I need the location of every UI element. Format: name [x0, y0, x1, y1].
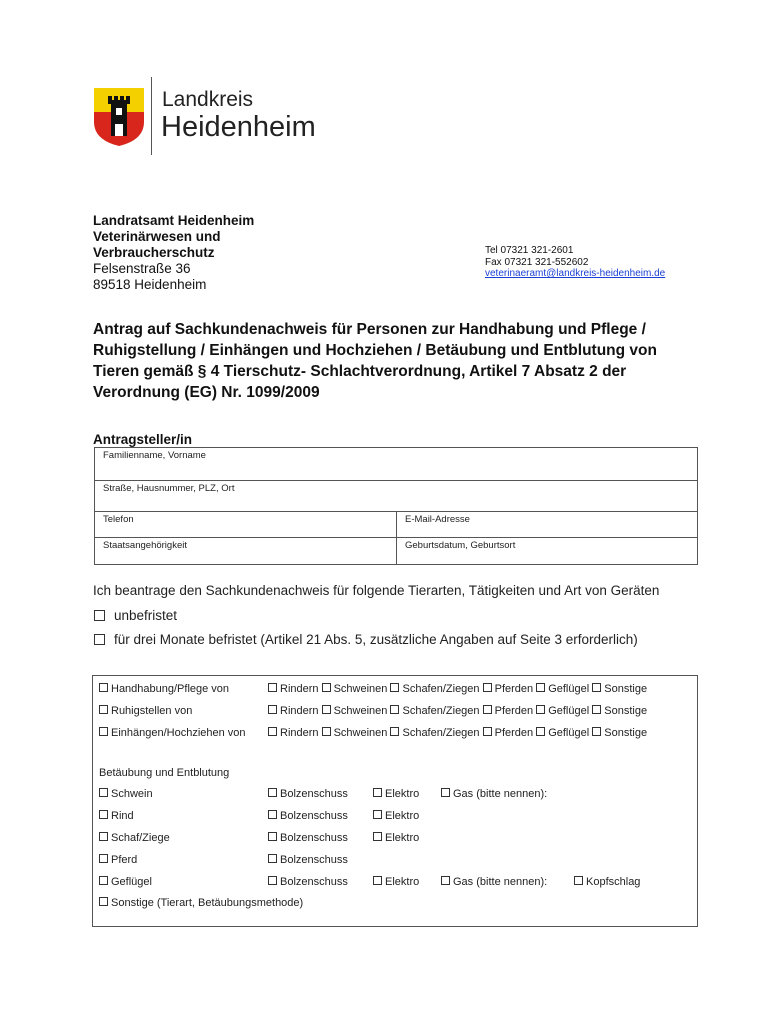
activity-ruhigstellen[interactable]: Ruhigstellen von: [99, 705, 192, 717]
logo-divider: [151, 77, 152, 155]
checkbox-icon[interactable]: [268, 727, 277, 736]
method-elektro[interactable]: Elektro: [373, 788, 419, 800]
checkbox-icon[interactable]: [268, 705, 277, 714]
method-elektro[interactable]: Elektro: [373, 876, 419, 888]
method-elektro[interactable]: Elektro: [373, 832, 419, 844]
checkbox-icon[interactable]: [390, 683, 399, 692]
checkbox-icon[interactable]: [592, 683, 601, 692]
checkbox-icon[interactable]: [268, 683, 277, 692]
contact-tel: Tel 07321 321-2601: [485, 245, 574, 256]
activity-einhaengen[interactable]: Einhängen/Hochziehen von: [99, 727, 246, 739]
checkbox-icon[interactable]: [94, 610, 105, 621]
stunning-heading: Betäubung und Entblutung: [99, 767, 230, 779]
method-bolzen[interactable]: Bolzenschuss: [268, 810, 348, 822]
checkbox-icon[interactable]: [268, 832, 277, 841]
coat-of-arms-logo: [94, 88, 144, 146]
sender-line: Verbraucherschutz: [93, 245, 215, 260]
option-label: für drei Monate befristet (Artikel 21 Abs. 5, zusätzliche Angaben auf Seite 3 erforderlich): [114, 632, 638, 647]
checkbox-icon[interactable]: [390, 705, 399, 714]
method-kopfschlag[interactable]: Kopfschlag: [574, 876, 640, 888]
checkbox-icon[interactable]: [592, 727, 601, 736]
activity-handhabung[interactable]: Handhabung/Pflege von: [99, 683, 229, 695]
checkbox-icon[interactable]: [483, 683, 492, 692]
stun-gefluegel[interactable]: Geflügel: [99, 876, 152, 888]
stun-pferd[interactable]: Pferd: [99, 854, 137, 866]
name-field-label: Familienname, Vorname: [103, 450, 206, 461]
method-bolzen[interactable]: Bolzenschuss: [268, 854, 348, 866]
stun-rind[interactable]: Rind: [99, 810, 134, 822]
animal-checkbox-group: Rindern Schweinen Schafen/Ziegen Pferden Geflügel Sonstige: [268, 683, 647, 695]
method-bolzen[interactable]: Bolzenschuss: [268, 788, 348, 800]
sender-city: 89518 Heidenheim: [93, 277, 207, 292]
logo-text-heidenheim: Heidenheim: [161, 111, 316, 143]
address-field-label: Straße, Hausnummer, PLZ, Ort: [103, 483, 235, 494]
birth-field-label[interactable]: Geburtsdatum, Geburtsort: [405, 540, 516, 551]
checkbox-icon[interactable]: [373, 832, 382, 841]
method-elektro[interactable]: Elektro: [373, 810, 419, 822]
checkbox-icon[interactable]: [99, 832, 108, 841]
sender-street: Felsenstraße 36: [93, 261, 191, 276]
sender-line: Landratsamt Heidenheim: [93, 213, 255, 228]
table-divider: [396, 512, 397, 565]
email-field-label[interactable]: E-Mail-Adresse: [405, 514, 470, 525]
checkbox-icon[interactable]: [99, 810, 108, 819]
method-bolzen[interactable]: Bolzenschuss: [268, 832, 348, 844]
applicant-heading: Antragsteller/in: [93, 432, 193, 447]
checkbox-icon[interactable]: [441, 876, 450, 885]
request-intro: Ich beantrage den Sachkundenachweis für folgende Tierarten, Tätigkeiten und Art von Geräten: [93, 583, 660, 598]
checkbox-icon[interactable]: [536, 727, 545, 736]
stun-sonstige[interactable]: Sonstige (Tierart, Betäubungsmethode): [99, 897, 303, 909]
stun-schwein[interactable]: Schwein: [99, 788, 153, 800]
sender-line: Veterinärwesen und: [93, 229, 221, 244]
checkbox-icon[interactable]: [268, 854, 277, 863]
option-label: unbefristet: [114, 608, 178, 623]
checkbox-icon[interactable]: [99, 897, 108, 906]
logo-text-landkreis: Landkreis: [162, 88, 254, 111]
checkbox-icon[interactable]: [99, 876, 108, 885]
checkbox-icon[interactable]: [99, 683, 108, 692]
contact-info: [485, 245, 665, 280]
phone-field-label[interactable]: Telefon: [103, 514, 134, 525]
checkbox-icon[interactable]: [268, 788, 277, 797]
option-unbefristet[interactable]: [94, 608, 177, 623]
nationality-field-label[interactable]: Staatsangehörigkeit: [103, 540, 187, 551]
checkbox-icon[interactable]: [99, 788, 108, 797]
checkbox-icon[interactable]: [99, 705, 108, 714]
checkbox-icon[interactable]: [322, 727, 331, 736]
checkbox-icon[interactable]: [268, 810, 277, 819]
method-gas[interactable]: Gas (bitte nennen):: [441, 876, 547, 888]
address-field[interactable]: [95, 481, 697, 512]
checkbox-icon[interactable]: [373, 788, 382, 797]
method-bolzen[interactable]: Bolzenschuss: [268, 876, 348, 888]
animal-checkbox-group: Rindern Schweinen Schafen/Ziegen Pferden Geflügel Sonstige: [268, 727, 647, 739]
checkbox-icon[interactable]: [373, 810, 382, 819]
checkbox-icon[interactable]: [94, 634, 105, 645]
form-title: Antrag auf Sachkundenachweis für Personen zur Handhabung und Pflege / Ruhigstellung / Einhängen und Hochziehen / Betäubung und Entblutung von Tieren gemäß § 4 Tierschutz- Schlachtverordnung, Artikel 7 Absatz 2 der Verordnung (EG) Nr. 1099/2009: [93, 321, 657, 401]
checkbox-icon[interactable]: [536, 705, 545, 714]
method-gas[interactable]: Gas (bitte nennen):: [441, 788, 547, 800]
checkbox-icon[interactable]: [483, 705, 492, 714]
name-field[interactable]: [95, 448, 697, 481]
checkbox-icon[interactable]: [536, 683, 545, 692]
animal-checkbox-group: Rindern Schweinen Schafen/Ziegen Pferden Geflügel Sonstige: [268, 705, 647, 717]
activities-box: [92, 675, 698, 927]
applicant-table: [94, 447, 698, 565]
checkbox-icon[interactable]: [322, 683, 331, 692]
checkbox-icon[interactable]: [99, 854, 108, 863]
checkbox-icon[interactable]: [592, 705, 601, 714]
checkbox-icon[interactable]: [268, 876, 277, 885]
checkbox-icon[interactable]: [390, 727, 399, 736]
checkbox-icon[interactable]: [441, 788, 450, 797]
stun-schaf[interactable]: Schaf/Ziege: [99, 832, 170, 844]
contact-fax: Fax 07321 321-552602: [485, 256, 589, 268]
checkbox-icon[interactable]: [574, 876, 583, 885]
sender-address: [93, 213, 254, 293]
checkbox-icon[interactable]: [99, 727, 108, 736]
contact-email-link[interactable]: veterinaeramt@landkreis-heidenheim.de: [485, 268, 666, 279]
checkbox-icon[interactable]: [373, 876, 382, 885]
checkbox-icon[interactable]: [322, 705, 331, 714]
checkbox-icon[interactable]: [483, 727, 492, 736]
option-befristet[interactable]: [94, 632, 638, 647]
